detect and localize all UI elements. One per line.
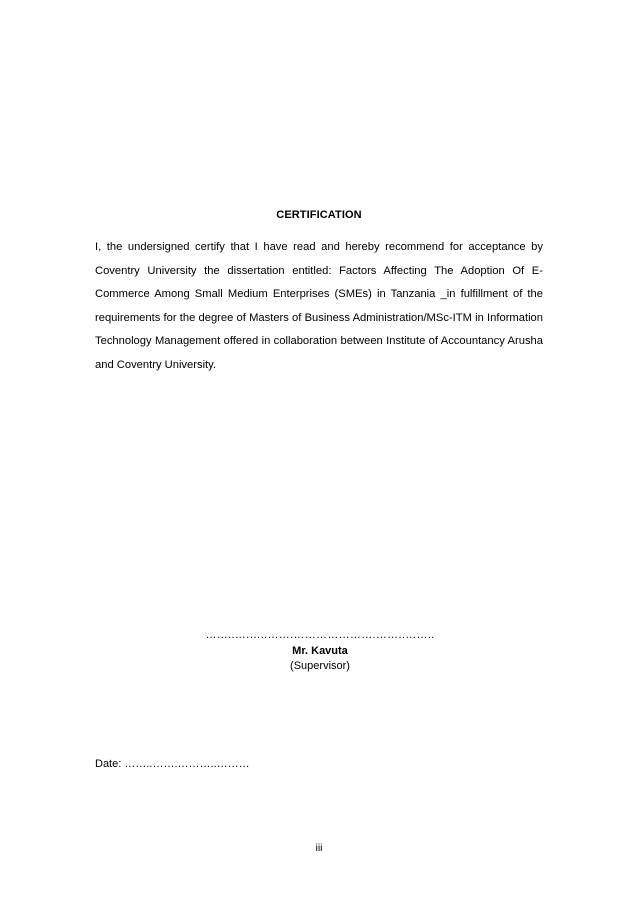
page-number: iii: [315, 842, 323, 854]
signature-line: ……..….…..…….………………….……..……..: [205, 629, 435, 641]
certification-paragraph: I, the undersigned certify that I have read and hereby recommend for acceptance by Coventry University the dissertation entitled: Factors Affecting The Adoption Of E-Commerce Among Small Medium Enterprises (SMEs) in Tanzania _in fulfillment of the requirements for the degree of Masters of Business Administration/MSc-ITM in Information Technology Management offered in collaboration between Institute of Accountancy Arusha and Coventry University.: [95, 241, 543, 371]
page-title: CERTIFICATION: [276, 209, 362, 221]
supervisor-role: (Supervisor): [290, 660, 350, 672]
supervisor-name: Mr. Kavuta: [292, 645, 348, 657]
signature-block: [200, 628, 440, 674]
date-field: Date: ……..…….………..………: [95, 758, 250, 770]
